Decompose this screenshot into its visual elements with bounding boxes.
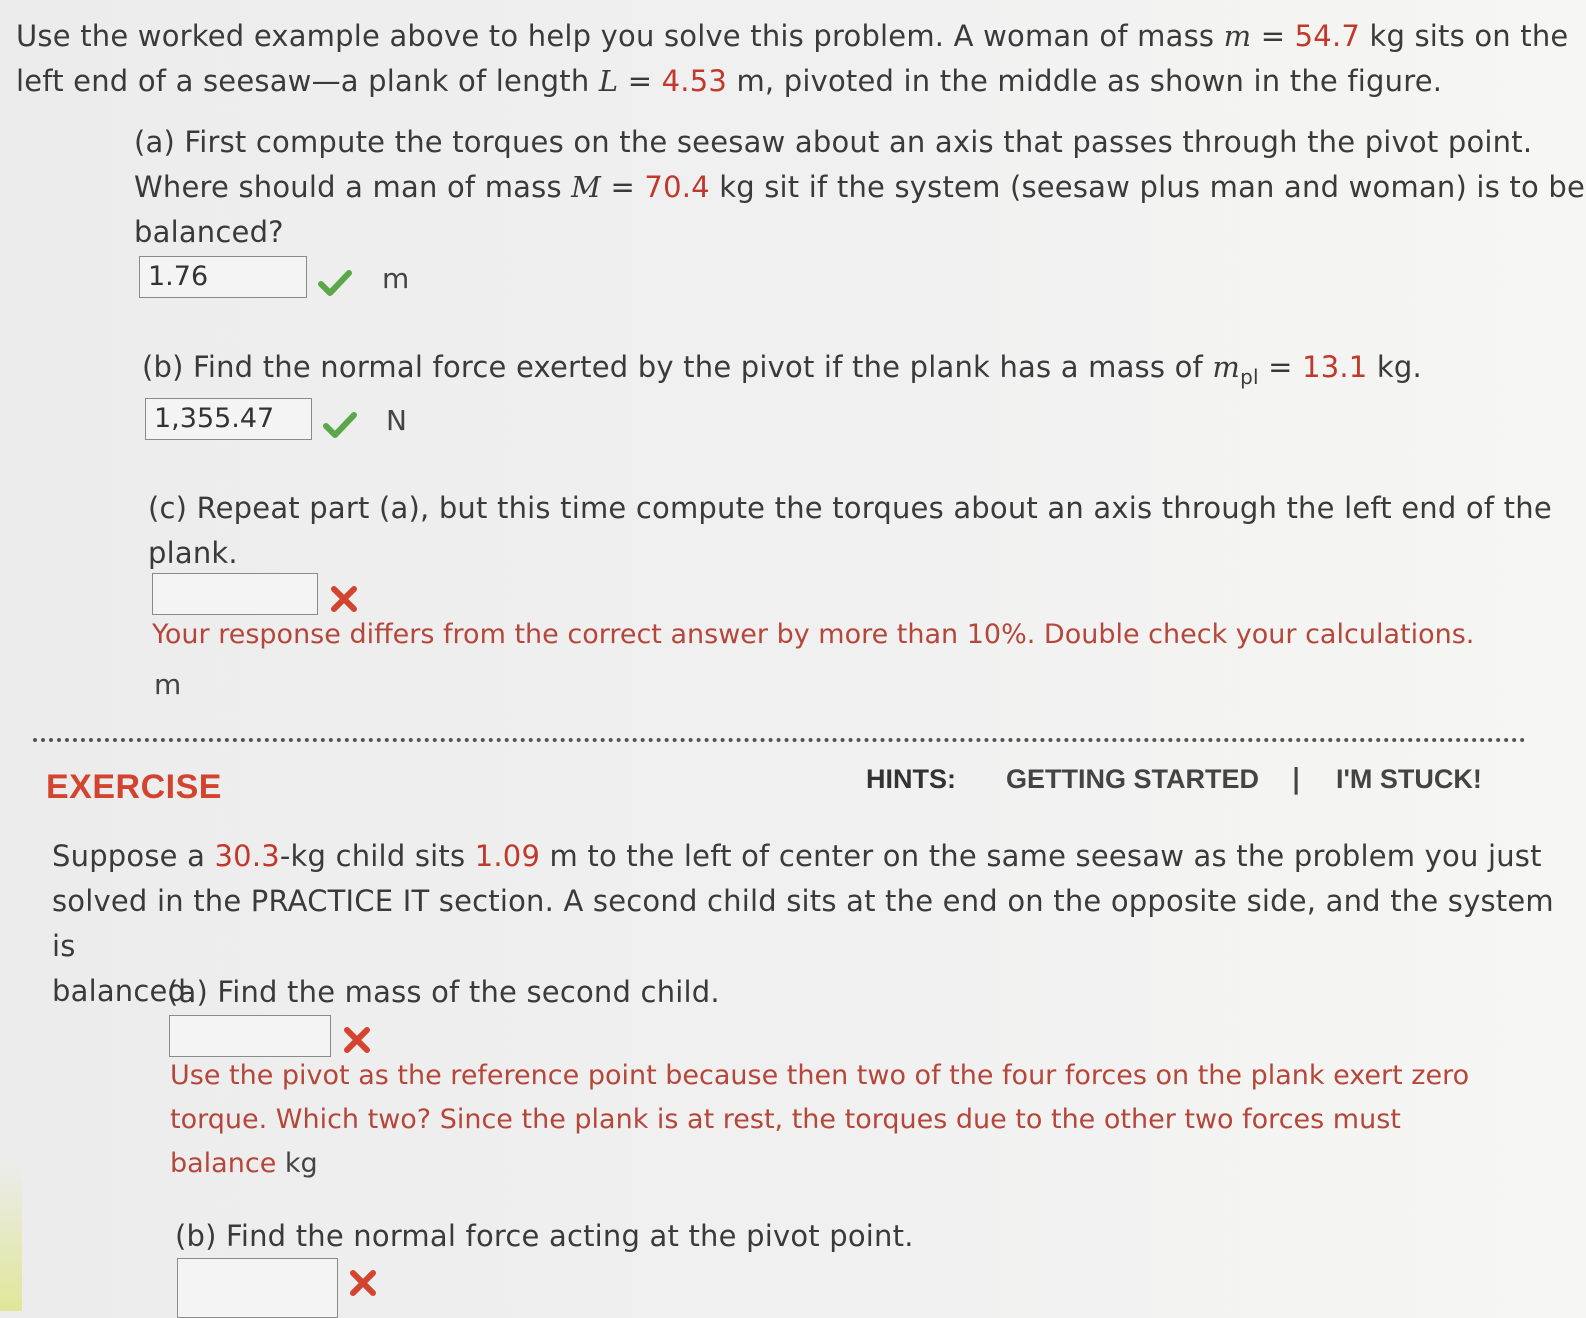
problem-intro-line-2: left end of a seesaw—a plank of length L = 4.53 m, pivoted in the middle as shown in the figure. — [16, 64, 1443, 98]
part-c-answer-input[interactable] — [152, 573, 318, 615]
part-a-line-1: (a) First compute the torques on the seesaw about an axis that passes through the pivot point. — [134, 125, 1533, 159]
page-edge-highlight — [0, 1160, 22, 1311]
incorrect-x-icon — [348, 1268, 378, 1298]
exercise-part-a-question: (a) Find the mass of the second child. — [167, 975, 720, 1009]
exercise-part-a-unit: kg — [284, 1148, 318, 1179]
plank-mass-value: 13.1 — [1302, 350, 1368, 384]
exercise-title: EXERCISE — [46, 768, 222, 806]
hint-separator: | — [1291, 762, 1302, 795]
feedback-line-1: Use the pivot as the reference point because then two of the four forces on the plank exert zero — [170, 1060, 1470, 1091]
part-b-unit: N — [386, 404, 407, 437]
feedback-line-3: balance kg — [170, 1148, 318, 1179]
plank-length-value: 4.53 — [661, 64, 728, 98]
feedback-line-2: torque. Which two? Since the plank is at rest, the torques due to the other two forces must — [170, 1104, 1401, 1135]
hint-im-stuck-link[interactable]: I'M STUCK! — [1336, 764, 1482, 794]
section-divider — [33, 738, 1526, 742]
hints-label: HINTS: — [866, 764, 956, 794]
part-c-question — [148, 486, 1552, 576]
hint-getting-started-link[interactable]: GETTING STARTED — [1006, 764, 1259, 794]
man-mass-value: 70.4 — [644, 170, 710, 204]
child-distance-value: 1.09 — [474, 839, 541, 873]
woman-mass-value: 54.7 — [1294, 19, 1361, 53]
exercise-part-b-answer-input[interactable] — [177, 1258, 338, 1318]
part-b-question: (b) Find the normal force exerted by the pivot if the plank has a mass of $m_{pl} = 13.1$ kg. — [142, 350, 1422, 389]
correct-check-icon — [323, 410, 357, 440]
part-b-answer-input[interactable]: 1,355.47 — [145, 398, 312, 440]
part-c-feedback: Your response differs from the correct answer by more than 10%. Double check your calculations. — [152, 619, 1475, 650]
exercise-part-a-answer-input[interactable] — [169, 1015, 331, 1057]
exercise-intro-line-2: solved in the PRACTICE IT section. A second child sits at the end on the opposite side, and the system is — [52, 884, 1554, 963]
part-c-unit: m — [154, 668, 182, 701]
exercise-intro-line-1: Suppose a 30.3-kg child sits 1.09 m to the left of center on the same seesaw as the problem you just — [52, 839, 1542, 873]
part-c-line-2: plank. — [148, 536, 238, 570]
child-mass-value: 30.3 — [214, 839, 280, 873]
exercise-part-b-question: (b) Find the normal force acting at the pivot point. — [175, 1219, 914, 1253]
part-a-line-2: Where should a man of mass M = 70.4 kg sit if the system (seesaw plus man and woman) is to be — [134, 170, 1585, 204]
incorrect-x-icon — [329, 584, 359, 614]
part-a-question — [134, 120, 1585, 255]
problem-intro-line-1: Use the worked example above to help you solve this problem. A woman of mass m = 54.7 kg sits on the — [16, 19, 1569, 53]
incorrect-x-icon — [342, 1025, 372, 1055]
correct-check-icon — [318, 268, 352, 298]
part-c-line-1: (c) Repeat part (a), but this time compute the torques about an axis through the left end of the — [148, 491, 1552, 525]
exercise-part-a-feedback — [170, 1054, 1469, 1186]
part-a-line-3: balanced? — [134, 215, 284, 249]
exercise-intro-line-3: balanced. — [52, 974, 196, 1008]
problem-intro — [16, 14, 1568, 104]
part-a-unit: m — [382, 262, 410, 295]
part-a-answer-input[interactable]: 1.76 — [139, 256, 307, 298]
